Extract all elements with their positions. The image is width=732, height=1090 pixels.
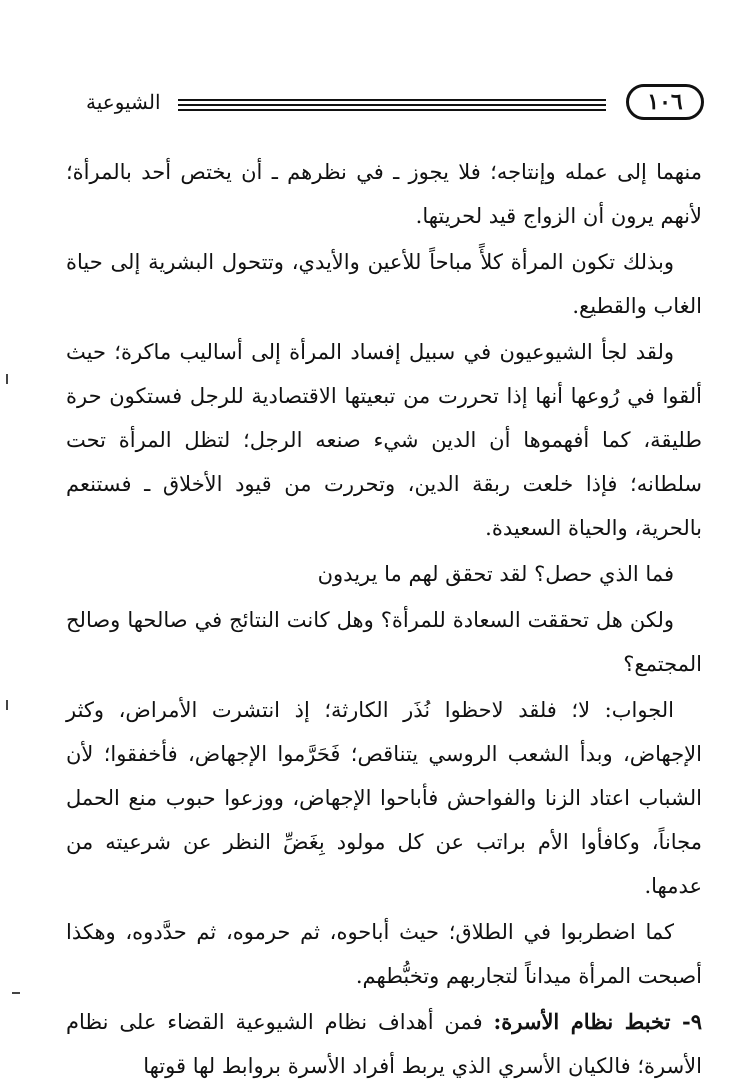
section-heading: ٩- تخبط نظام الأسرة: [493,1009,702,1034]
header-rule-line [178,99,606,101]
scan-mark [12,992,20,994]
paragraph: ولكن هل تحققت السعادة للمرأة؟ وهل كانت النتائج في صالحها وصالح المجتمع؟ [66,608,702,676]
page-header [86,84,704,124]
page-number: ١٠٦ [626,84,704,120]
paragraph: وبذلك تكون المرأة كلأً مباحاً للأعين والأيدي، وتتحول البشرية إلى حياة الغاب والقطيع. [66,250,702,318]
header-rule-line [178,109,606,111]
paragraph: الجواب: لا؛ فلقد لاحظوا نُذَر الكارثة؛ إذ انتشرت الأمراض، وكثر الإجهاض، وبدأ الشعب الروسي يتناقص؛ فَحَرَّموا الإجهاض، فأخفقوا؛ لأن الشباب اعتاد الزنا والفواحش فأباحوا الإجهاض، ووزعوا حبوب منع الحمل مجاناً، وكافأوا الأم براتب عن كل مولود بِغَضِّ النظر عن شرعيته من عدمها. [66,698,702,898]
scan-mark [6,374,8,384]
section-text: فمن أهداف نظام الشيوعية القضاء على نظام الأسرة؛ فالكيان الأسري الذي يربط أفراد الأسرة بروابط لها قوتها [66,1010,702,1078]
paragraph: كما اضطربوا في الطلاق؛ حيث أباحوه، ثم حرموه، ثم حدَّدوه، وهكذا أصبحت المرأة ميداناً لتجاربهم وتخبُّطهم. [66,920,702,988]
header-rule [178,99,606,111]
running-title: الشيوعية [86,90,161,114]
paragraph: ولقد لجأ الشيوعيون في سبيل إفساد المرأة إلى أساليب ماكرة؛ حيث ألقوا في رُوعها أنها إذا تحررت من تبعيتها الاقتصادية للرجل فستكون حرة طليقة، كما أفهموها أن الدين شيء صنعه الرجل؛ لتظل المرأة تحت سلطانه؛ فإذا خلعت ربقة الدين، وتحررت من قيود الأخلاق ـ فستنعم بالحرية، والحياة السعيدة. [66,340,702,540]
page-body [66,150,702,1090]
section-paragraph [66,1000,702,1088]
header-rule-line [178,104,606,106]
paragraph: فما الذي حصل؟ لقد تحقق لهم ما يريدون [317,562,674,586]
scan-mark [6,700,8,710]
paragraph: منهما إلى عمله وإنتاجه؛ فلا يجوز ـ في نظرهم ـ أن يختص أحد بالمرأة؛ لأنهم يرون أن الزواج قيد لحريتها. [66,160,702,228]
